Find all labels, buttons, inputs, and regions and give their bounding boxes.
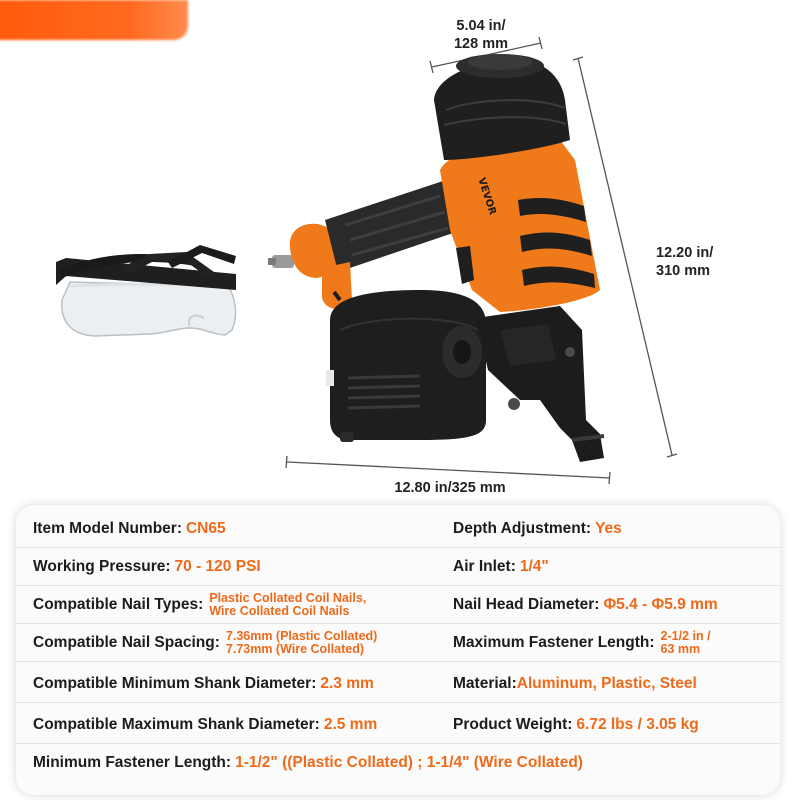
spec-value-line: Wire Collated Coil Nails: [209, 604, 350, 618]
spec-row: [16, 665, 780, 703]
spec-label: Product Weight:: [453, 716, 573, 733]
spec-compatible-nail-types: [33, 586, 366, 624]
spec-label: Compatible Minimum Shank Diameter:: [33, 675, 317, 692]
dimension-height-label: 12.20 in/ 310 mm: [656, 245, 714, 279]
spec-value: [226, 630, 377, 656]
spec-value-line: 7.73mm (Wire Collated): [225, 642, 365, 656]
spec-value-line: Plastic Collated Coil Nails,: [209, 591, 367, 605]
spec-label: Material:: [453, 675, 517, 692]
spec-label: Minimum Fastener Length:: [33, 754, 232, 771]
spec-label: Depth Adjustment:: [453, 520, 592, 537]
spec-row: [16, 548, 780, 586]
safety-glasses-image: [56, 245, 236, 336]
spec-label: Working Pressure:: [33, 558, 171, 575]
spec-value: [209, 592, 366, 618]
spec-value: [661, 630, 711, 656]
spec-material: [453, 665, 697, 703]
spec-value-line: 63 mm: [660, 642, 701, 656]
spec-row: [16, 624, 780, 662]
spec-value: 6.72 lbs / 3.05 kg: [576, 716, 699, 733]
spec-label: Item Model Number:: [33, 520, 182, 537]
spec-value-line: 7.36mm (Plastic Collated): [225, 629, 378, 643]
spec-value: CN65: [185, 520, 226, 537]
spec-value: Aluminum, Plastic, Steel: [516, 675, 697, 692]
spec-depth-adjustment: [453, 510, 622, 548]
spec-compatible-nail-spacing: [33, 624, 377, 662]
spec-label: Compatible Maximum Shank Diameter:: [33, 716, 320, 733]
dimension-width-label: 5.04 in/ 128 mm: [453, 18, 508, 52]
spec-label: Air Inlet:: [453, 558, 516, 575]
spec-working-pressure: [33, 548, 261, 586]
spec-label: Compatible Nail Spacing:: [33, 634, 220, 651]
spec-value: 1-1/2" ((Plastic Collated) ; 1-1/4" (Wire Collated): [235, 754, 583, 771]
spec-label: Compatible Nail Types:: [33, 596, 204, 613]
spec-value: 1/4": [519, 558, 549, 575]
spec-table: [16, 505, 780, 795]
spec-value: 2.3 mm: [320, 675, 374, 692]
spec-label: Maximum Fastener Length:: [453, 634, 655, 651]
spec-row: [16, 706, 780, 744]
spec-value-line: 2-1/2 in /: [660, 629, 711, 643]
spec-row: [16, 744, 780, 782]
dimension-length-label: 12.80 in/325 mm: [394, 480, 506, 496]
row-divider: [16, 702, 780, 703]
row-divider: [16, 661, 780, 662]
spec-row: [16, 510, 780, 548]
spec-minimum-fastener-length: [33, 744, 583, 782]
spec-nail-head-diameter: [453, 586, 718, 624]
spec-value: 2.5 mm: [323, 716, 378, 733]
spec-label: Nail Head Diameter:: [453, 596, 600, 613]
spec-value: Φ5.4 - Φ5.9 mm: [603, 596, 718, 613]
spec-row: [16, 586, 780, 624]
spec-air-inlet: [453, 548, 549, 586]
spec-max-shank-diameter: [33, 706, 377, 744]
spec-product-weight: [453, 706, 699, 744]
spec-min-shank-diameter: [33, 665, 374, 703]
spec-value: Yes: [595, 520, 622, 537]
spec-value: 70 - 120 PSI: [174, 558, 261, 575]
spec-item-model-number: [33, 510, 226, 548]
spec-maximum-fastener-length: [453, 624, 711, 662]
coil-nailer-image: [268, 54, 604, 462]
svg-text:VEVOR: VEVOR: [475, 176, 498, 217]
